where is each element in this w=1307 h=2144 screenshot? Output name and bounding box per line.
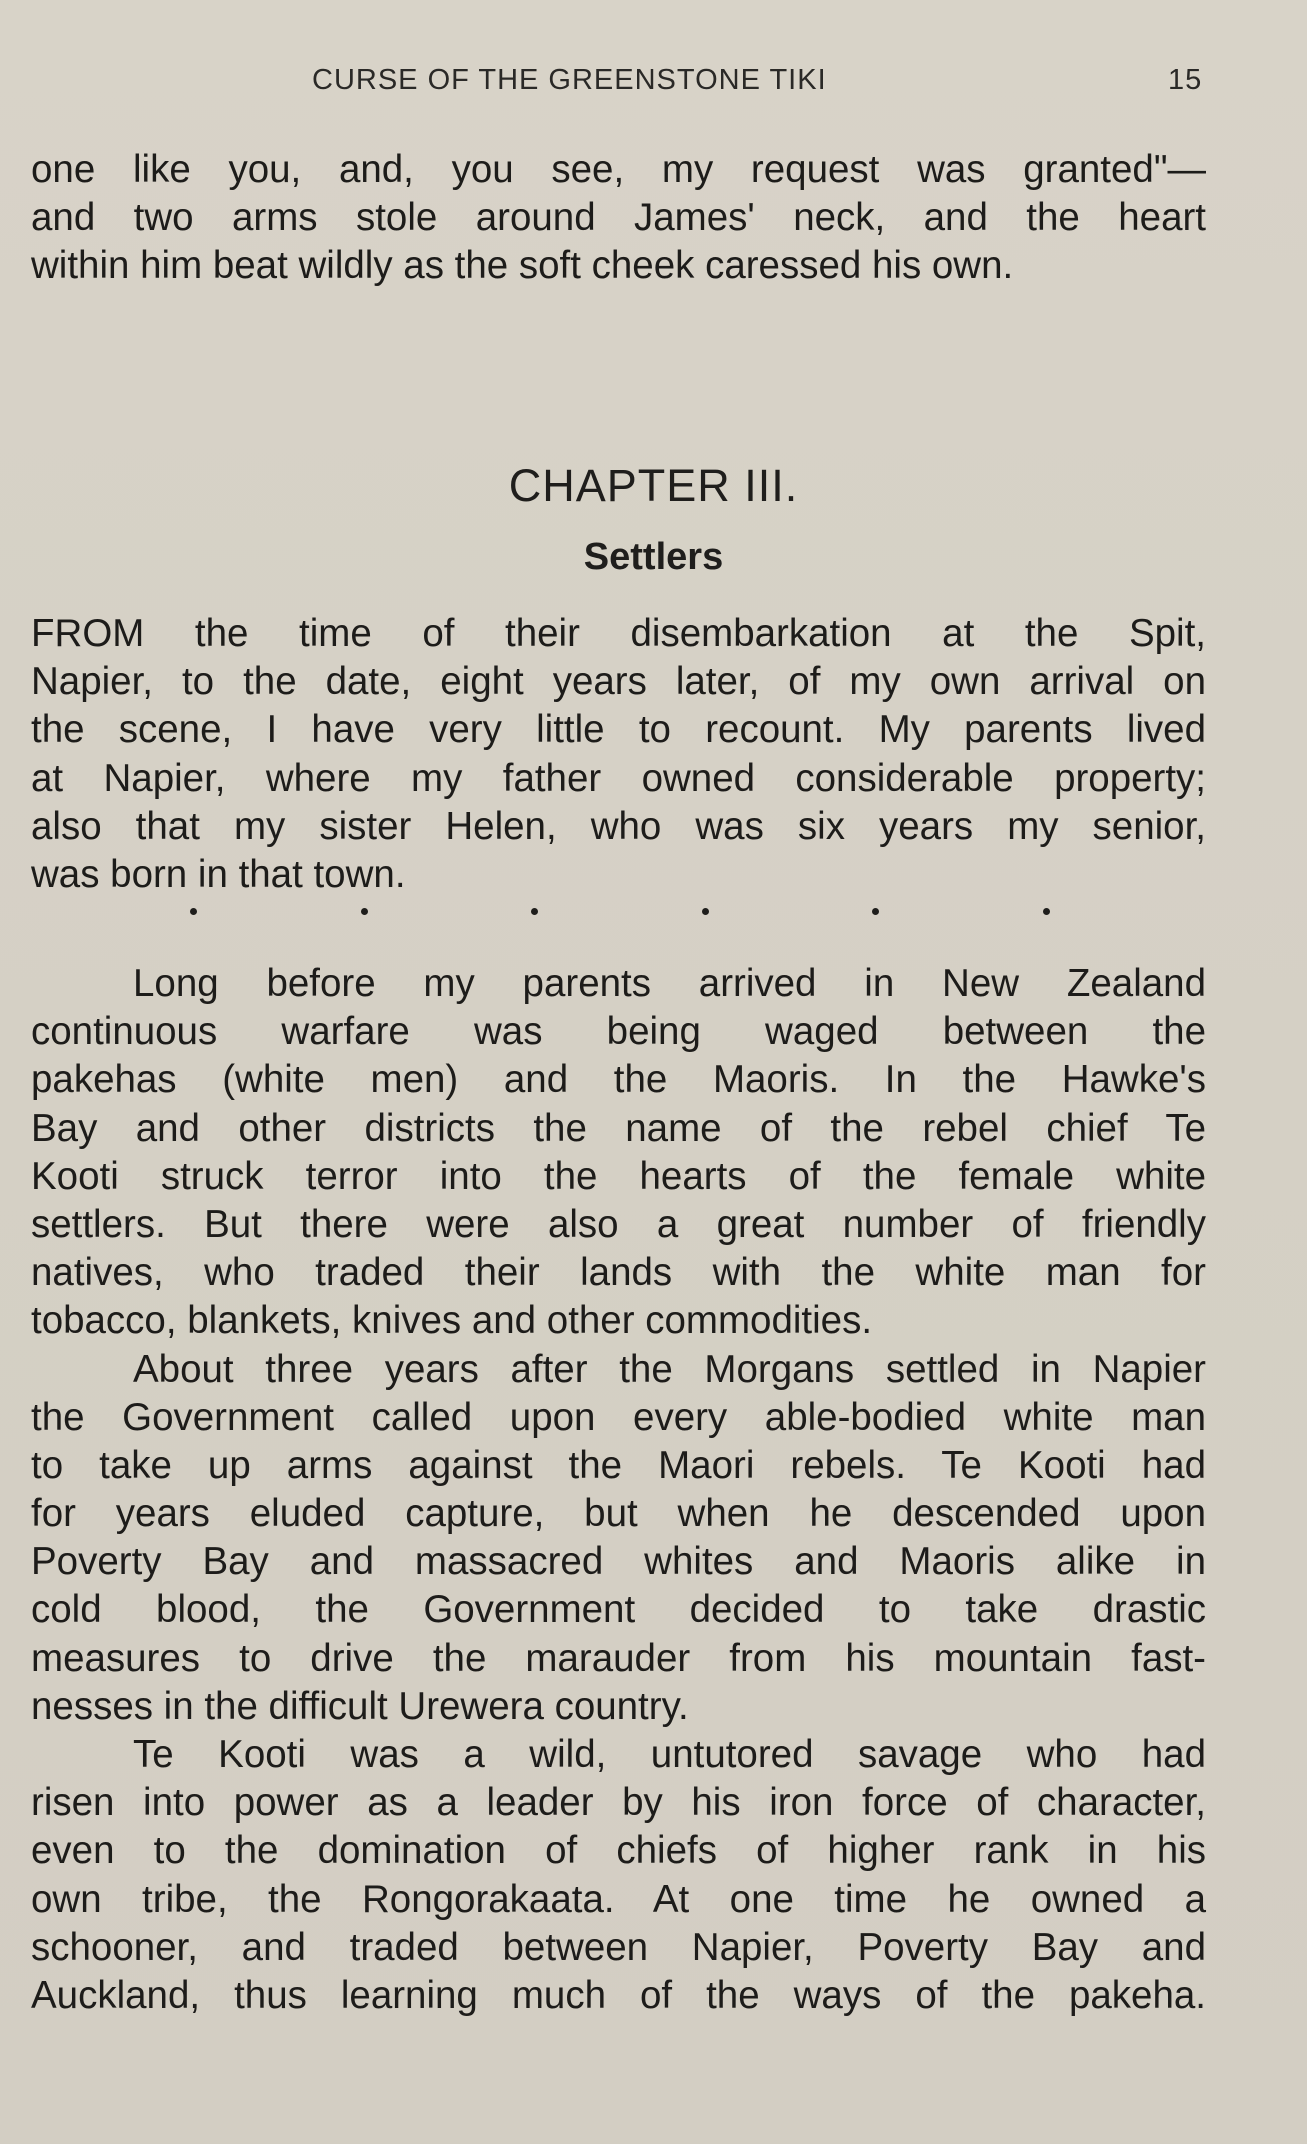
text-line: to take up arms against the Maori rebels. Te Kooti had	[31, 1443, 1206, 1487]
text-line: risen into power as a leader by his iron force of character,	[31, 1781, 1206, 1825]
chapter-title: Settlers	[583, 536, 724, 578]
text-line: cold blood, the Government decided to take drastic	[31, 1588, 1206, 1632]
text-line: nesses in the difficult Urewera country.	[31, 1684, 689, 1728]
text-line: Te Kooti was a wild, untutored savage who had	[133, 1733, 1206, 1776]
text-line: one like you, and, you see, my request was granted"—	[31, 148, 1206, 191]
separator-dot	[531, 908, 538, 915]
text-line: measures to drive the marauder from his mountain fast-	[31, 1636, 1206, 1680]
text-line: at Napier, where my father owned considerable property;	[31, 756, 1206, 800]
text-line: Napier, to the date, eight years later, of my own arrival on	[31, 660, 1206, 704]
text-line: pakehas (white men) and the Maoris. In the Hawke's	[31, 1058, 1206, 1102]
text-line: the scene, I have very little to recount. My parents lived	[31, 708, 1206, 752]
separator-dot	[872, 908, 879, 915]
text-line: schooner, and traded between Napier, Poverty Bay and	[31, 1925, 1206, 1969]
text-line: settlers. But there were also a great number of friendly	[31, 1202, 1206, 1246]
text-line: Bay and other districts the name of the rebel chief Te	[31, 1106, 1206, 1150]
paragraph-warfare	[31, 960, 1206, 2020]
section-separator	[190, 908, 1050, 938]
text-line: Long before my parents arrived in New Zealand	[133, 962, 1206, 1005]
text-line: also that my sister Helen, who was six years my senior,	[31, 804, 1206, 848]
opening-paragraph	[31, 146, 1206, 291]
text-line: the Government called upon every able-bodied white man	[31, 1395, 1206, 1439]
text-line: even to the domination of chiefs of higher rank in his	[31, 1829, 1206, 1873]
chapter-number: CHAPTER III.	[508, 460, 799, 511]
separator-dot	[702, 908, 709, 915]
text-line: Kooti struck terror into the hearts of the female white	[31, 1154, 1206, 1198]
separator-dot	[361, 908, 368, 915]
text-line: About three years after the Morgans settled in Napier	[133, 1347, 1206, 1391]
text-line: natives, who traded their lands with the white man for	[31, 1251, 1206, 1295]
running-head	[0, 64, 1307, 104]
running-title: CURSE OF THE GREENSTONE TIKI	[312, 64, 827, 96]
separator-dot	[1043, 908, 1050, 915]
text-line: tobacco, blankets, knives and other commodities.	[31, 1299, 873, 1343]
text-line: FROM the time of their disembarkation at the Spit,	[31, 612, 1206, 655]
text-line: within him beat wildly as the soft cheek caressed his own.	[31, 244, 1014, 288]
page-number: 15	[1168, 64, 1203, 96]
text-line: own tribe, the Rongorakaata. At one time he owned a	[31, 1877, 1206, 1921]
text-line: was born in that town.	[31, 852, 406, 896]
text-line: Poverty Bay and massacred whites and Maoris alike in	[31, 1540, 1206, 1584]
paragraph-settlers-intro	[31, 610, 1206, 899]
text-line: Auckland, thus learning much of the ways of the pakeha.	[31, 1973, 1206, 2017]
text-line: for years eluded capture, but when he descended upon	[31, 1492, 1206, 1536]
text-line: continuous warfare was being waged between the	[31, 1010, 1206, 1054]
text-line: and two arms stole around James' neck, and the heart	[31, 196, 1206, 240]
separator-dot	[190, 908, 197, 915]
